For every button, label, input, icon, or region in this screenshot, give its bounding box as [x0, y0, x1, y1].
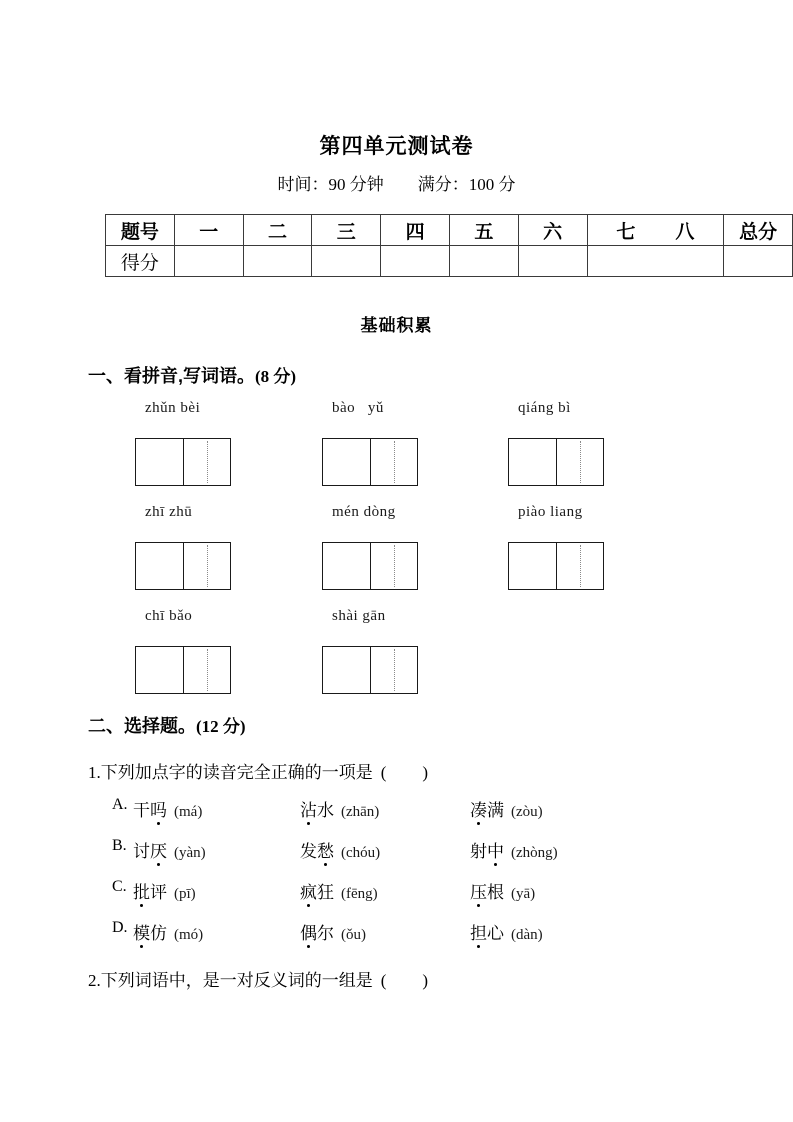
pinyin-annotation: (fēng)	[341, 886, 378, 902]
pinyin-annotation: (yàn)	[174, 845, 206, 861]
box-dotted-guide	[580, 545, 581, 587]
table-row-header	[106, 215, 793, 246]
dotted-char: 愁	[317, 837, 334, 862]
score-table-col-8: 八	[675, 221, 695, 243]
pinyin-annotation: (zhòng)	[511, 845, 558, 861]
pinyin-annotation: (pī)	[174, 886, 196, 902]
pinyin-item-7	[135, 608, 325, 694]
dotted-char: 吗	[150, 796, 167, 821]
question-2-text: 下列词语中，是一对反义词的一组是	[100, 971, 373, 990]
char-pre: 射	[470, 842, 487, 861]
pinyin-row-1	[0, 400, 793, 504]
score-table-col-6: 六	[518, 215, 587, 246]
box-divider	[370, 543, 371, 589]
exam-total-score: 满分：100 分	[417, 175, 516, 194]
score-table-col-7-8	[587, 215, 724, 246]
option-letter-b: B.	[112, 837, 127, 854]
score-table-col-4: 四	[381, 215, 450, 246]
score-table-score-label: 得分	[106, 246, 175, 277]
pinyin-label: shài gān	[332, 608, 386, 624]
score-table-col-2: 二	[243, 215, 312, 246]
char-pre: 讨	[133, 842, 150, 861]
dotted-char: 疯	[300, 878, 317, 903]
dotted-char: 模	[133, 919, 150, 944]
pinyin-item-6	[508, 504, 698, 590]
score-cell-3[interactable]	[312, 246, 381, 277]
char-post: 评	[150, 883, 167, 902]
write-box[interactable]	[135, 646, 231, 694]
pinyin-item-3	[508, 400, 698, 486]
box-divider	[183, 647, 184, 693]
option-d-item-1	[133, 919, 203, 944]
exam-time: 时间：90 分钟	[277, 175, 384, 194]
section-1-heading	[88, 362, 296, 388]
score-cell-total[interactable]	[724, 246, 793, 277]
score-table-col-total: 总分	[724, 215, 793, 246]
question-2-answer-blank[interactable]: ( )	[380, 971, 431, 990]
write-box[interactable]	[322, 542, 418, 590]
option-a-item-1	[133, 796, 202, 821]
box-dotted-guide	[394, 441, 395, 483]
pinyin-annotation: (má)	[174, 804, 203, 820]
option-a-item-2	[300, 796, 379, 821]
box-divider	[370, 439, 371, 485]
char-post: 狂	[317, 883, 334, 902]
score-cell-6[interactable]	[518, 246, 587, 277]
box-dotted-guide	[207, 649, 208, 691]
score-cell-2[interactable]	[243, 246, 312, 277]
pinyin-label: chī bǎo	[145, 608, 193, 624]
pinyin-row-3	[0, 608, 793, 712]
pinyin-label: piào liang	[518, 504, 583, 520]
score-table-col-3: 三	[312, 215, 381, 246]
box-divider	[183, 439, 184, 485]
pinyin-label: zhī zhū	[145, 504, 193, 520]
option-b-item-2	[300, 837, 380, 862]
write-box[interactable]	[508, 438, 604, 486]
option-row-c[interactable]	[0, 878, 793, 919]
section-2-heading	[88, 712, 246, 738]
section-1-points: (8 分)	[255, 367, 297, 386]
option-row-d[interactable]	[0, 919, 793, 960]
score-cell-1[interactable]	[174, 246, 243, 277]
char-pre: 发	[300, 842, 317, 861]
dotted-char: 批	[133, 878, 150, 903]
score-table-col-5: 五	[449, 215, 518, 246]
char-pre: 干	[133, 801, 150, 820]
score-table	[105, 214, 793, 277]
box-dotted-guide	[207, 441, 208, 483]
pinyin-label: zhǔn bèi	[145, 400, 201, 416]
option-c-item-3	[470, 878, 535, 903]
pinyin-annotation: (yā)	[511, 886, 536, 902]
char-post: 根	[487, 883, 504, 902]
dotted-char: 中	[487, 837, 504, 862]
write-box[interactable]	[322, 438, 418, 486]
box-dotted-guide	[207, 545, 208, 587]
write-box[interactable]	[135, 438, 231, 486]
box-divider	[556, 439, 557, 485]
option-a-item-3	[470, 796, 543, 821]
question-2-number: 2.	[88, 971, 101, 990]
table-row-scores	[106, 246, 793, 277]
dotted-char: 凑	[470, 796, 487, 821]
pinyin-item-1	[135, 400, 325, 486]
option-b-item-3	[470, 837, 558, 862]
pinyin-label: qiáng bì	[518, 400, 571, 416]
option-d-item-2	[300, 919, 366, 944]
box-divider	[370, 647, 371, 693]
box-dotted-guide	[580, 441, 581, 483]
dotted-char: 厌	[150, 837, 167, 862]
box-divider	[183, 543, 184, 589]
option-letter-c: C.	[112, 878, 127, 895]
question-1-text: 下列加点字的读音完全正确的一项是	[100, 763, 373, 782]
option-row-a[interactable]	[0, 796, 793, 837]
option-row-b[interactable]	[0, 837, 793, 878]
pinyin-item-5	[322, 504, 512, 590]
option-letter-a: A.	[112, 796, 128, 813]
score-table-col-1: 一	[174, 215, 243, 246]
pinyin-annotation: (zhān)	[341, 804, 380, 820]
pinyin-annotation: (dàn)	[511, 927, 543, 943]
question-2-stem	[88, 966, 430, 991]
pinyin-writing-grid	[0, 400, 793, 712]
char-post: 尔	[317, 924, 334, 943]
pinyin-item-4	[135, 504, 325, 590]
exam-info-line	[0, 170, 793, 195]
option-letter-d: D.	[112, 919, 128, 936]
section-banner-basics: 基础积累	[360, 316, 433, 335]
pinyin-row-2	[0, 504, 793, 608]
section-2-points: (12 分)	[196, 717, 246, 736]
option-c-item-1	[133, 878, 196, 903]
score-table-col-7: 七	[616, 221, 636, 243]
pinyin-annotation: (zòu)	[511, 804, 543, 820]
write-box[interactable]	[508, 542, 604, 590]
pinyin-annotation: (mó)	[174, 927, 204, 943]
char-post: 水	[317, 801, 334, 820]
box-divider	[556, 543, 557, 589]
section-2-heading-text: 二、选择题。	[88, 716, 196, 736]
page-title: 第四单元测试卷	[319, 135, 474, 158]
box-dotted-guide	[394, 649, 395, 691]
question-1-number: 1.	[88, 763, 101, 782]
dotted-char: 压	[470, 878, 487, 903]
score-cell-7-8[interactable]	[587, 246, 724, 277]
option-b-item-1	[133, 837, 206, 862]
dotted-char: 偶	[300, 919, 317, 944]
pinyin-item-2	[322, 400, 512, 486]
question-1-stem	[88, 758, 430, 783]
char-post: 仿	[150, 924, 167, 943]
pinyin-label: bào yǔ	[332, 400, 384, 416]
score-cell-5[interactable]	[449, 246, 518, 277]
pinyin-annotation: (chóu)	[341, 845, 381, 861]
write-box[interactable]	[322, 646, 418, 694]
dotted-char: 沾	[300, 796, 317, 821]
write-box[interactable]	[135, 542, 231, 590]
option-d-item-3	[470, 919, 543, 944]
dotted-char: 担	[470, 919, 487, 944]
score-table-row-label: 题号	[106, 215, 175, 246]
option-c-item-2	[300, 878, 378, 903]
char-post: 满	[487, 801, 504, 820]
pinyin-item-8	[322, 608, 512, 694]
question-1-answer-blank[interactable]: ( )	[380, 763, 431, 782]
pinyin-annotation: (ǒu)	[341, 927, 366, 943]
char-post: 心	[487, 924, 504, 943]
pinyin-label: mén dòng	[332, 504, 396, 520]
box-dotted-guide	[394, 545, 395, 587]
score-cell-4[interactable]	[381, 246, 450, 277]
section-1-heading-text: 一、看拼音,写词语。	[88, 366, 256, 386]
